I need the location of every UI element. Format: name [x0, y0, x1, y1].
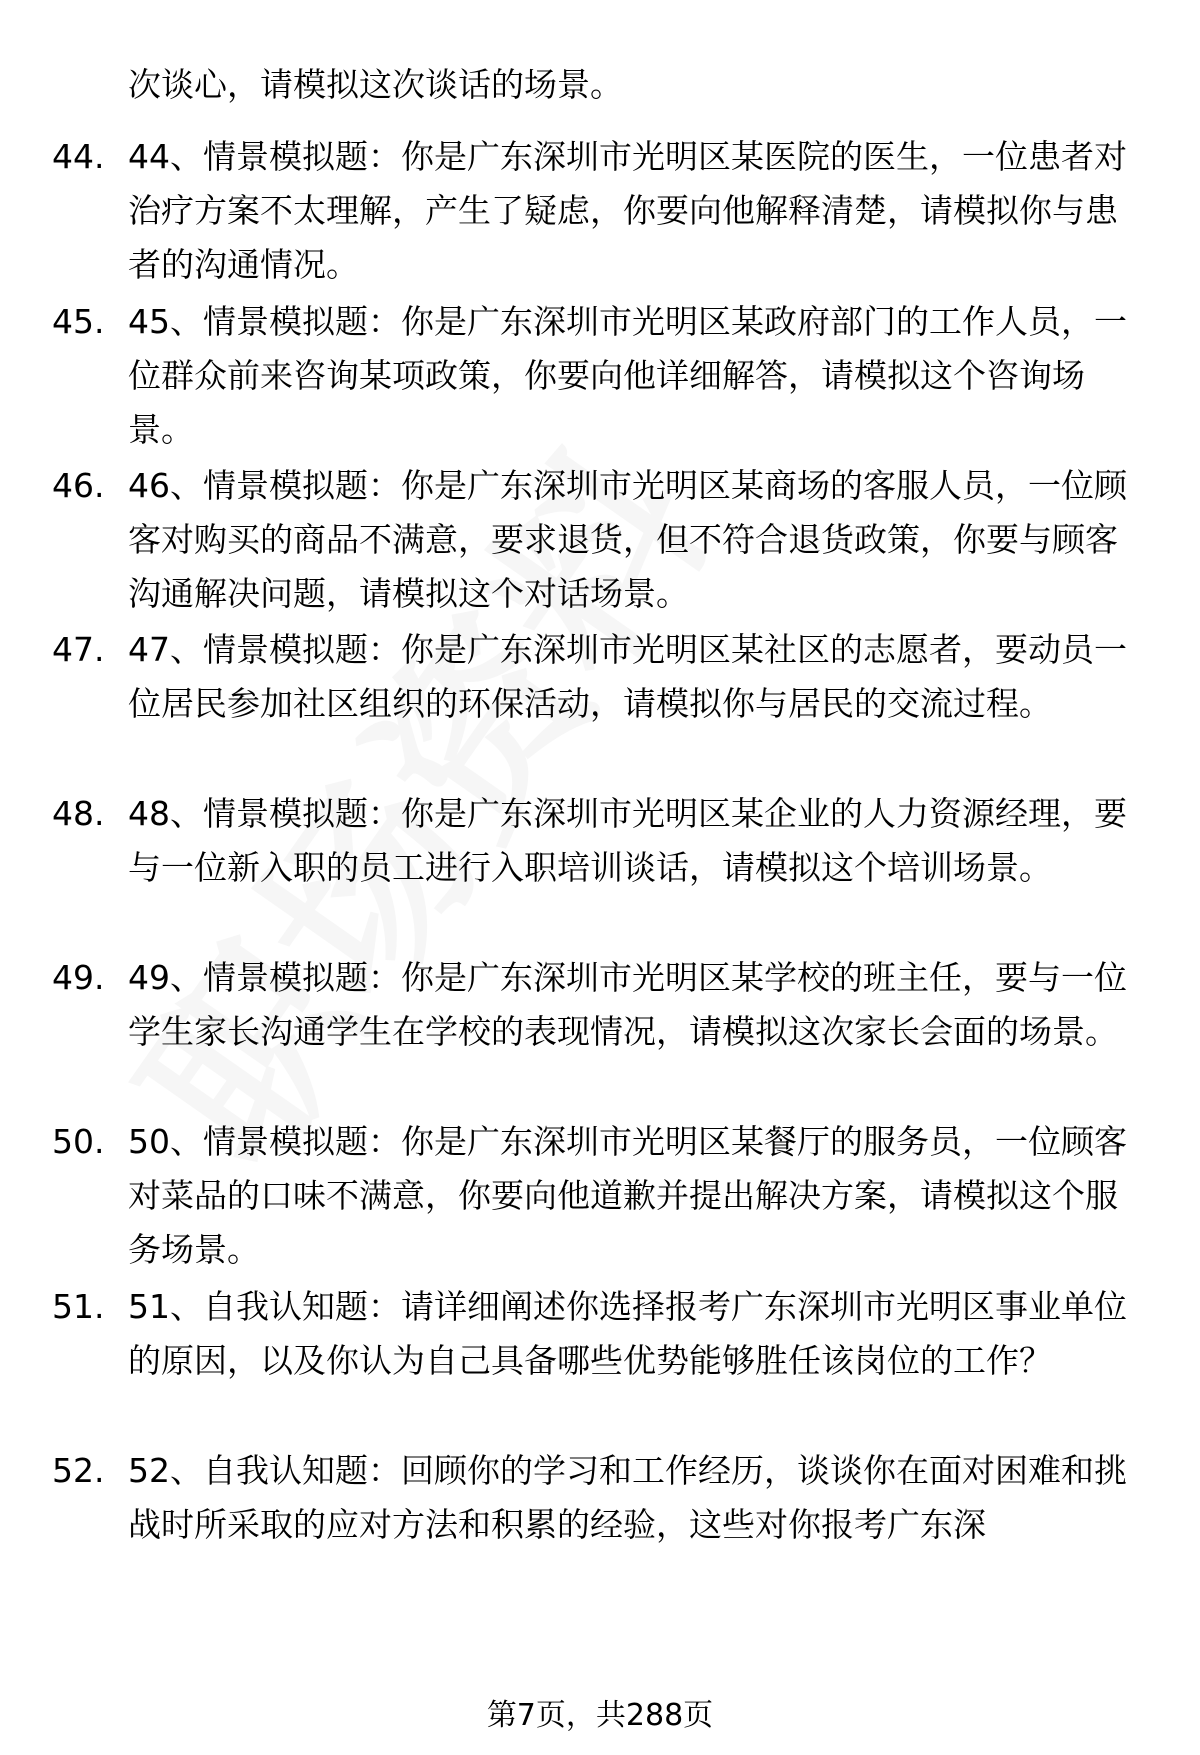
item-text: 45、情景模拟题：你是广东深圳市光明区某政府部门的工作人员，一位群众前来咨询某项政策，你要向他详细解答，请模拟这个咨询场景。 — [128, 302, 1127, 449]
item-number: 49. — [52, 958, 105, 997]
item-text: 44、情景模拟题：你是广东深圳市光明区某医院的医生，一位患者对治疗方案不太理解，产生了疑虑，你要向他解释清楚，请模拟你与患者的沟通情况。 — [128, 137, 1127, 284]
item-text: 51、自我认知题：请详细阐述你选择报考广东深圳市光明区事业单位的原因，以及你认为自己具备哪些优势能够胜任该岗位的工作？ — [128, 1287, 1127, 1380]
continuation-text: 次谈心，请模拟这次谈话的场景。 — [128, 65, 623, 104]
item-number: 52. — [52, 1451, 105, 1490]
item-text: 47、情景模拟题：你是广东深圳市光明区某社区的志愿者，要动员一位居民参加社区组织的环保活动，请模拟你与居民的交流过程。 — [128, 630, 1127, 723]
item-text: 52、自我认知题：回顾你的学习和工作经历，谈谈你在面对困难和挑战时所采取的应对方法和积累的经验，这些对你报考广东深 — [128, 1451, 1127, 1544]
item-number: 50. — [52, 1122, 105, 1161]
item-number: 48. — [52, 794, 105, 833]
item-number: 44. — [52, 137, 105, 176]
page-footer: 第7页，共288页 — [486, 1698, 714, 1733]
item-text: 50、情景模拟题：你是广东深圳市光明区某餐厅的服务员，一位顾客对菜品的口味不满意，你要向他道歉并提出解决方案，请模拟这个服务场景。 — [128, 1122, 1127, 1269]
item-text: 49、情景模拟题：你是广东深圳市光明区某学校的班主任，要与一位学生家长沟通学生在学校的表现情况，请模拟这次家长会面的场景。 — [128, 958, 1127, 1051]
item-text: 46、情景模拟题：你是广东深圳市光明区某商场的客服人员，一位顾客对购买的商品不满意，要求退货，但不符合退货政策，你要与顾客沟通解决问题，请模拟这个对话场景。 — [128, 466, 1127, 613]
item-number: 47. — [52, 630, 105, 669]
item-text: 48、情景模拟题：你是广东深圳市光明区某企业的人力资源经理，要与一位新入职的员工进行入职培训谈话，请模拟这个培训场景。 — [128, 794, 1127, 887]
item-number: 45. — [52, 302, 105, 341]
item-number: 51. — [52, 1287, 105, 1326]
item-number: 46. — [52, 466, 105, 505]
